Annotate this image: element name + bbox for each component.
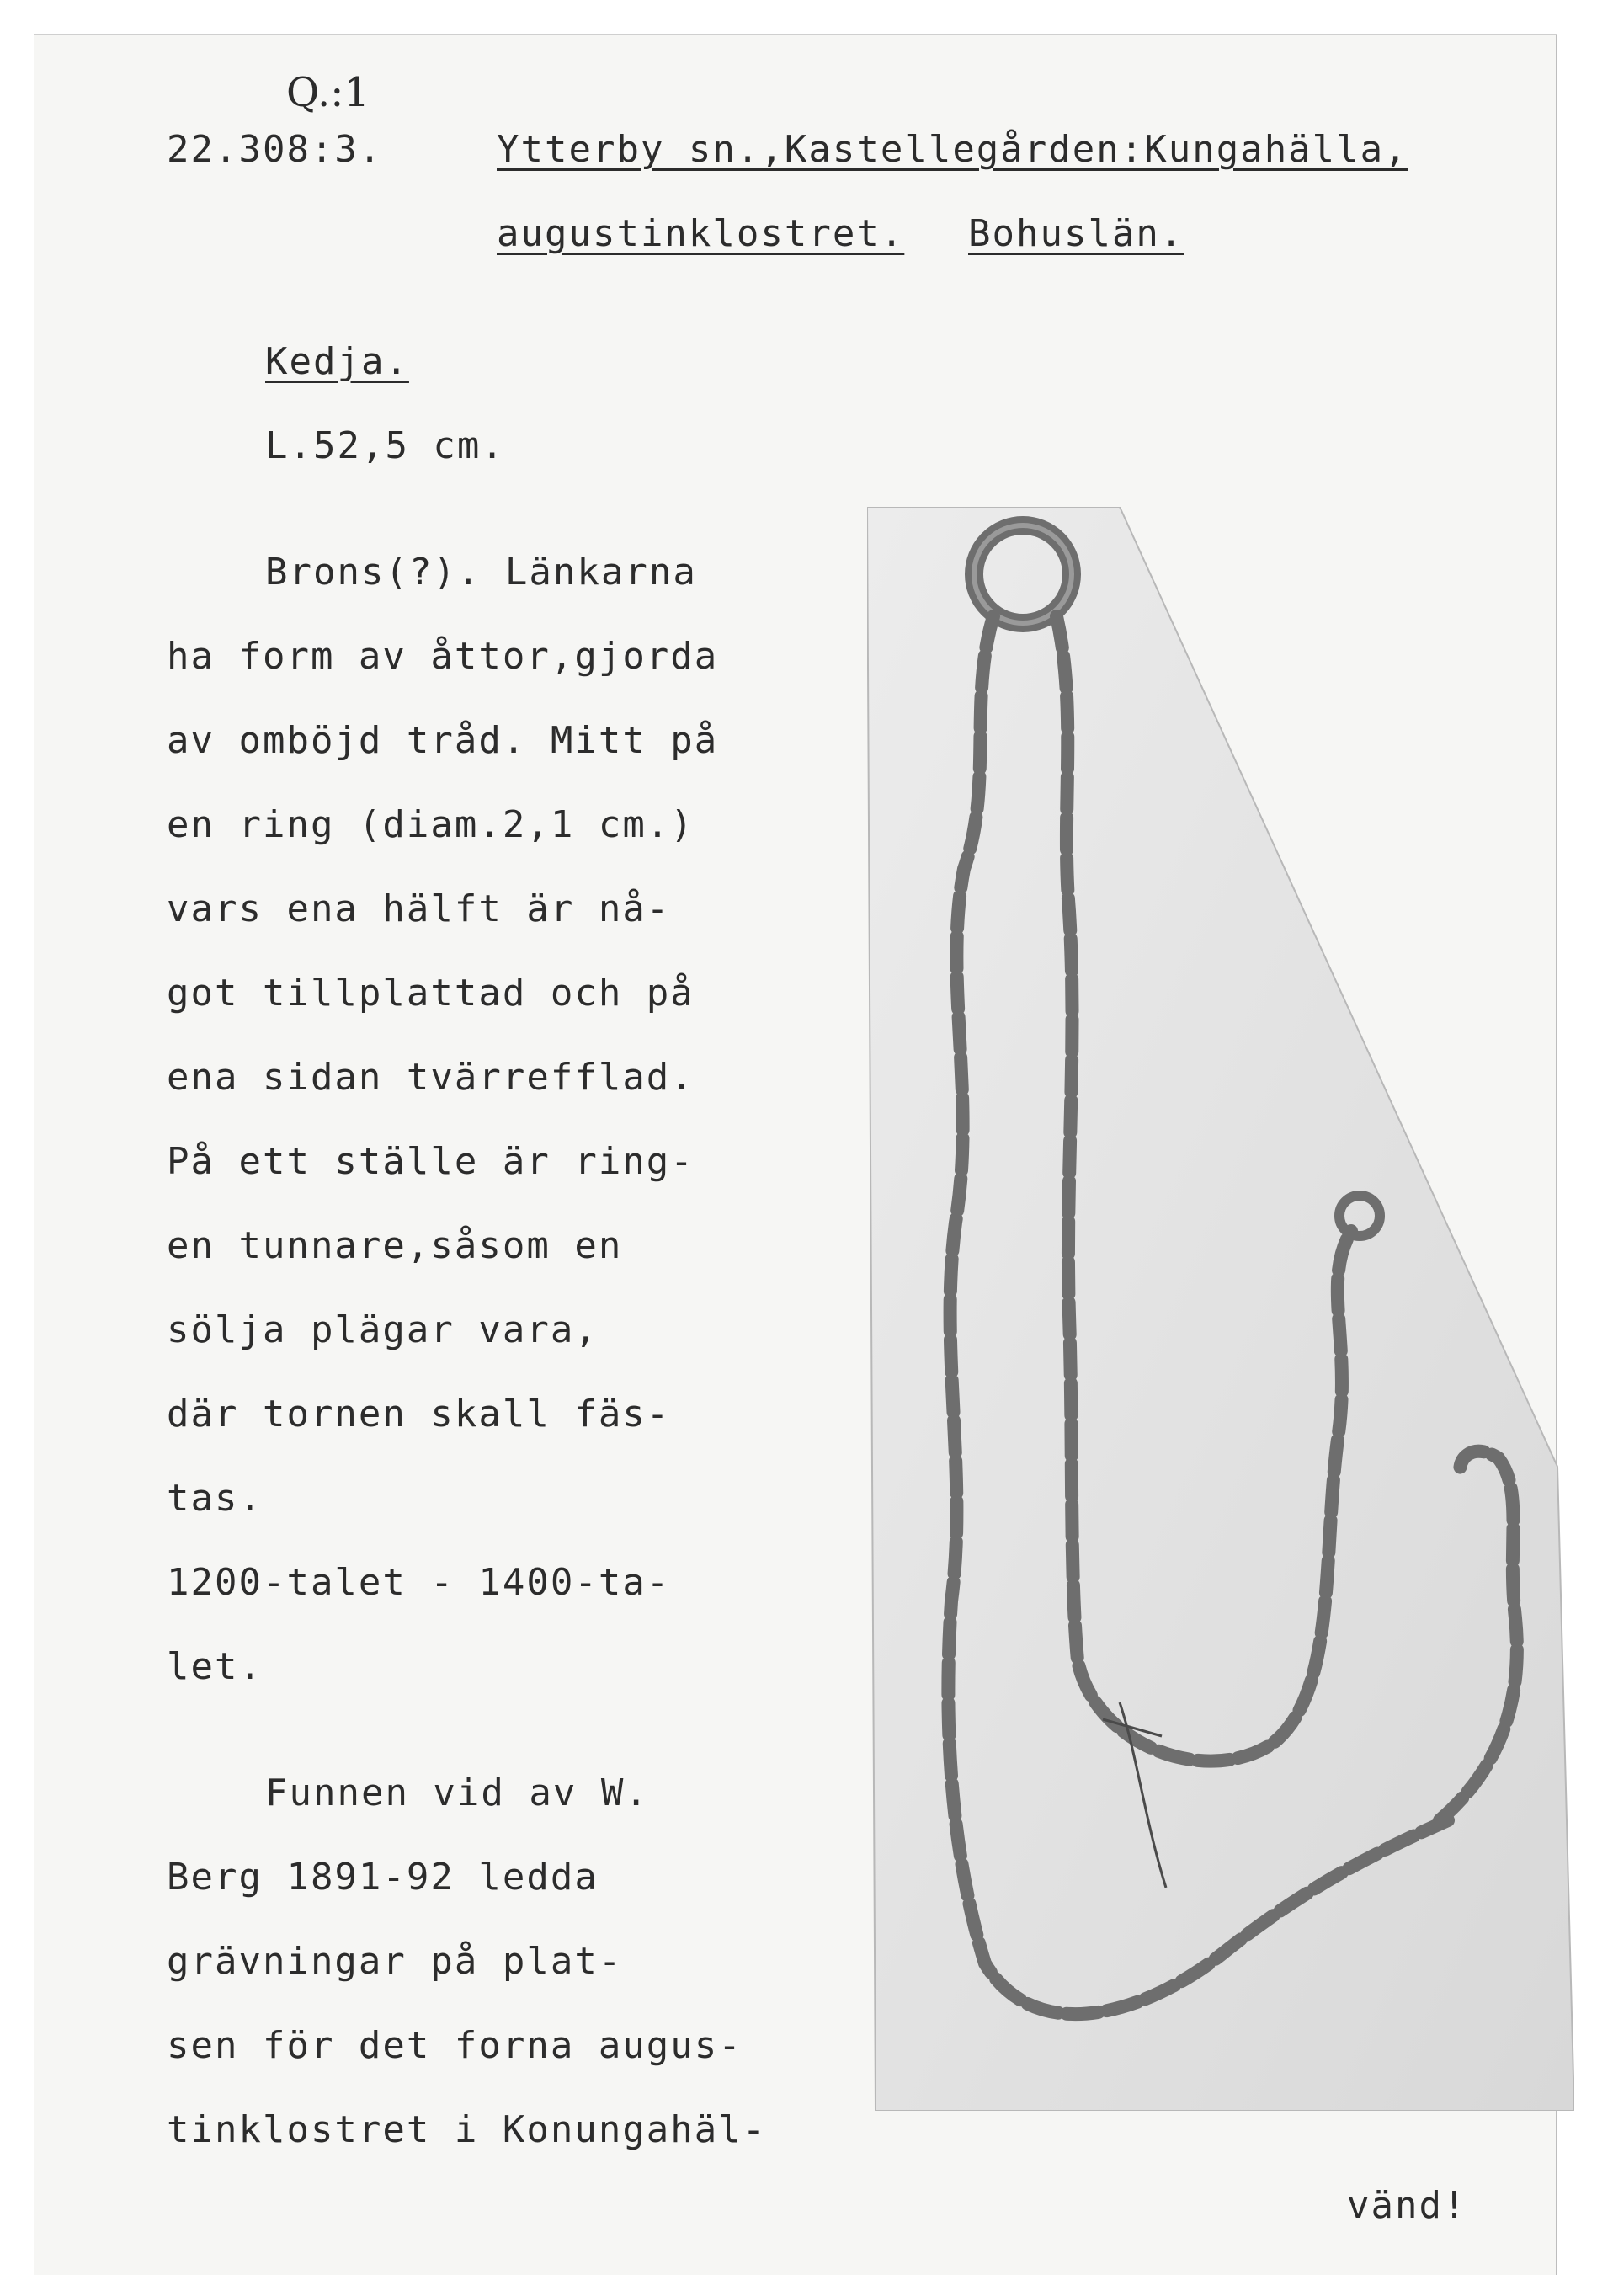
measurement: L.52,5 cm.	[265, 424, 505, 467]
location-line-1: Ytterby sn.,Kastellegården:Kungahälla,	[497, 128, 1408, 171]
footer-note: vänd!	[1347, 2184, 1467, 2227]
object-name: Kedja.	[265, 340, 409, 383]
find-line: sen för det forna augus-	[167, 2024, 743, 2067]
dating-line: let.	[167, 1645, 263, 1688]
find-line: tinklostret i Konungahäl-	[167, 2108, 767, 2151]
description-line: ena sidan tvärrefflad.	[167, 1056, 695, 1099]
description-line: Brons(?). Länkarna	[265, 551, 697, 594]
catalog-mark: Q.:1	[286, 69, 370, 116]
photo-cutout	[867, 507, 1574, 2111]
description-line: där tornen skall fäs-	[167, 1393, 671, 1436]
location-line-2a: augustinklostret.	[497, 212, 905, 255]
description-line: ha form av åttor,gjorda	[167, 635, 719, 678]
description-line: sölja plägar vara,	[167, 1308, 599, 1351]
description-line: got tillplattad och på	[167, 972, 695, 1015]
description-line: På ett ställe är ring-	[167, 1140, 695, 1183]
find-line: Berg 1891-92 ledda	[167, 1856, 599, 1899]
description-line: vars ena hälft är nå-	[167, 887, 671, 930]
chain-photo	[867, 507, 1574, 2111]
description-line: en ring (diam.2,1 cm.)	[167, 803, 695, 846]
catalog-number: 22.308:3.	[167, 128, 383, 171]
find-line: Funnen vid av W.	[265, 1771, 649, 1814]
catalog-card	[34, 34, 1557, 2275]
description-line: en tunnare,såsom en	[167, 1224, 623, 1267]
location-line-2b: Bohuslän.	[968, 212, 1184, 255]
description-line: av omböjd tråd. Mitt på	[167, 719, 719, 762]
dating-line: 1200-talet - 1400-ta-	[167, 1561, 671, 1604]
description-line: tas.	[167, 1477, 263, 1520]
find-line: grävningar på plat-	[167, 1940, 623, 1983]
